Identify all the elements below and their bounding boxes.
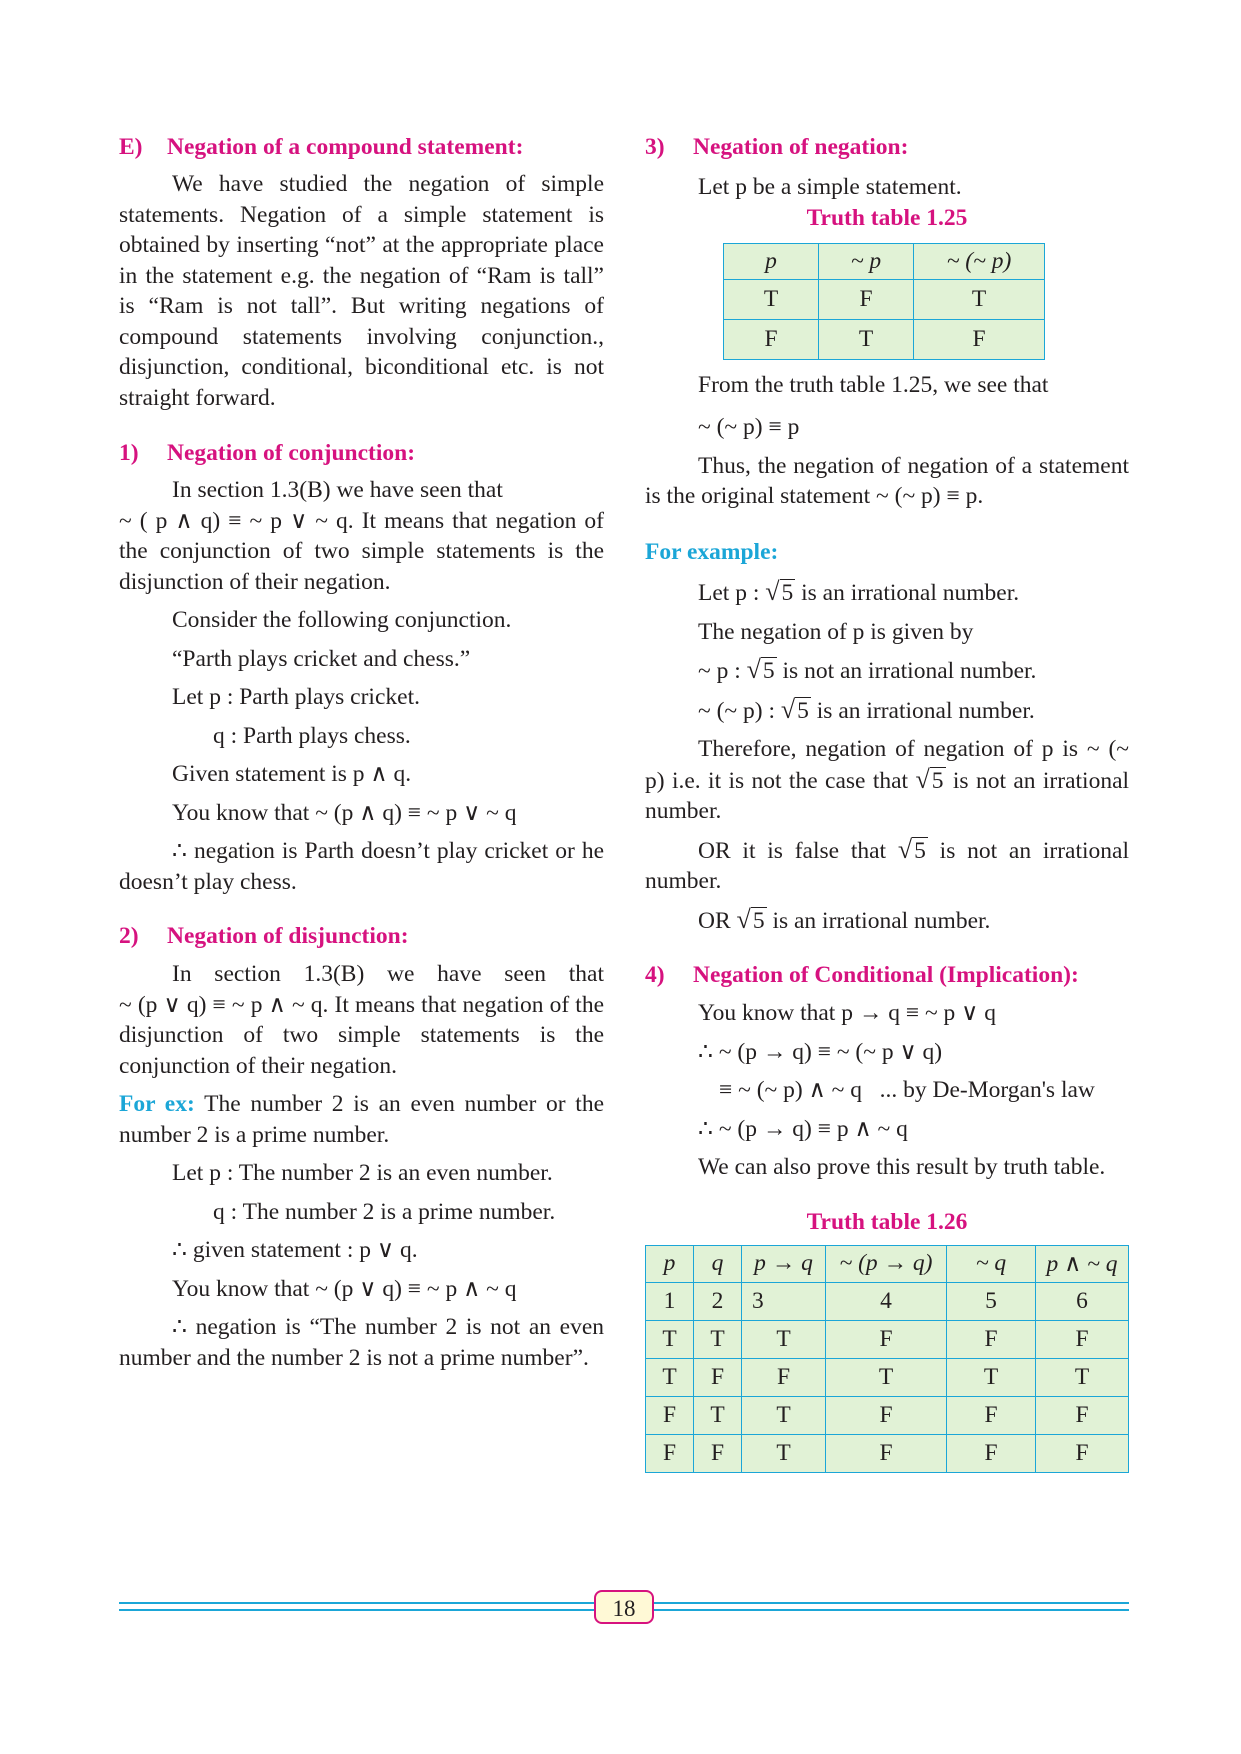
radical-sign: √: [897, 834, 913, 864]
section-3-heading: [645, 132, 1129, 162]
example-text: is an irrational number.: [772, 907, 991, 934]
page-footer: [119, 1587, 1129, 1627]
implication-line-1: You know that p → q ≡ ~ p ∨ q: [698, 1000, 996, 1026]
header-cell: ~ p: [819, 243, 914, 279]
table-cell: F: [826, 1396, 947, 1434]
sqrt-value: 5: [781, 580, 794, 606]
conjunction-given: Given statement is p ∧ q.: [172, 761, 412, 787]
table-cell: 1: [646, 1282, 694, 1320]
implication-line-5: We can also prove this result by truth table.: [698, 1154, 1106, 1180]
sqrt-value: 5: [797, 697, 809, 724]
table-header-row: [724, 243, 1045, 279]
example-text: is not an irrational number.: [782, 658, 1037, 684]
table-1-26-caption: Truth table 1.26: [806, 1208, 968, 1235]
heading-title: Negation of conjunction:: [167, 440, 416, 466]
disjunction-line-1: In section 1.3(B) we have seen that: [172, 961, 604, 987]
heading-number: E): [119, 134, 143, 160]
example-text: is an irrational number.: [816, 697, 1035, 724]
disjunction-q: q : The number 2 is a prime number.: [213, 1198, 556, 1225]
table-cell: T: [742, 1396, 826, 1434]
for-example-heading: For example:: [645, 538, 779, 565]
truth-table-1-26: [645, 1245, 1129, 1473]
sqrt-value: 5: [931, 767, 944, 794]
table-cell: T: [742, 1320, 826, 1358]
table-cell: F: [646, 1434, 694, 1472]
left-column: [119, 132, 604, 1373]
table-cell: 4: [826, 1282, 947, 1320]
disjunction-therefore: ∴ negation is “The number 2 is not an even number and the number 2 is not a prime number”.: [119, 1314, 604, 1371]
truth-table-1-25: [723, 243, 1045, 360]
table-cell: T: [742, 1434, 826, 1472]
radical-sign: √: [765, 577, 780, 606]
example-text: is not an irrational number.: [645, 837, 1130, 894]
table-cell: F: [947, 1434, 1036, 1472]
table-row: [646, 1320, 1129, 1358]
conjunction-consider: Consider the following conjunction.: [172, 607, 512, 633]
disjunction-know: You know that ~ (p ∨ q) ≡ ~ p ∧ ~ q: [172, 1275, 517, 1302]
section-2-heading: [119, 921, 604, 951]
radical-sign: √: [915, 764, 930, 794]
table-cell: F: [914, 319, 1045, 359]
table-cell: F: [694, 1434, 742, 1472]
table-cell: T: [947, 1358, 1036, 1396]
table-cell: F: [826, 1434, 947, 1472]
sqrt-value: 5: [752, 907, 765, 934]
table-number-row: [646, 1282, 1129, 1320]
right-column: [645, 132, 1129, 1473]
table-header-row: [646, 1245, 1129, 1282]
example-line-4: [645, 695, 1129, 727]
example-text: OR: [698, 907, 731, 934]
conjunction-q: q : Parth plays chess.: [213, 722, 411, 749]
table-cell: F: [1036, 1434, 1129, 1472]
table-row: [646, 1396, 1129, 1434]
example-text: is an irrational number.: [801, 580, 1020, 606]
implication-line-4: ∴ ~ (p → q) ≡ p ∧ ~ q: [698, 1115, 908, 1142]
table-cell: F: [646, 1396, 694, 1434]
example-line-2: The negation of p is given by: [698, 618, 974, 645]
table-row: [646, 1434, 1129, 1472]
table-cell: T: [646, 1358, 694, 1396]
disjunction-for-ex: [119, 1089, 604, 1150]
example-text: Therefore, negation of negation of p is ~ (~ p) i.e. it is not the case that: [645, 736, 1129, 794]
for-ex-label: For ex:: [119, 1091, 195, 1117]
header-cell: p → q: [742, 1245, 826, 1282]
example-text: is not an irrational number.: [645, 767, 1130, 824]
page-number: 18: [594, 1590, 654, 1624]
conjunction-know: You know that ~ (p ∧ q) ≡ ~ p ∨ ~ q: [172, 799, 517, 826]
table-cell: F: [1036, 1396, 1129, 1434]
header-cell: p: [646, 1245, 694, 1282]
heading-title: Negation of Conditional (Implication):: [693, 962, 1079, 988]
header-cell: p ∧ ~ q: [1036, 1245, 1129, 1282]
double-negation-eq: ~ (~ p) ≡ p: [698, 414, 800, 440]
heading-number: 4): [645, 962, 665, 988]
table-cell: T: [646, 1320, 694, 1358]
example-line-6: [645, 835, 1129, 897]
table-cell: 2: [694, 1282, 742, 1320]
table-row: [646, 1358, 1129, 1396]
conjunction-line-2: ~ ( p ∧ q) ≡ ~ p ∨ ~ q. It means that negation of the conjunction of two simple statements is the disjunction of their negation.: [119, 507, 604, 595]
heading-number: 1): [119, 440, 139, 466]
sqrt-value: 5: [762, 658, 775, 684]
from-truth-table: From the truth table 1.25, we see that: [698, 371, 1049, 398]
heading-title: Negation of a compound statement:: [167, 134, 524, 160]
heading-number: 2): [119, 923, 139, 949]
example-text: OR it is false that: [698, 837, 887, 864]
table-cell: T: [914, 279, 1045, 319]
heading-title: Negation of disjunction:: [167, 923, 409, 949]
table-cell: F: [694, 1358, 742, 1396]
table-cell: T: [694, 1396, 742, 1434]
section-1-heading: [119, 438, 604, 468]
example-text: ~ (~ p) :: [698, 697, 775, 724]
header-cell: q: [694, 1245, 742, 1282]
intro-paragraph: We have studied the negation of simple statements. Negation of a simple statement is obtained by inserting “not” at the appropriate place in the statement e.g. the negation of “Ram is tall” is “Ram is not tall”. But writing negations of compound statements involving conjunction., disjunction, conditional, biconditional etc. is not straight forward.: [119, 171, 604, 411]
header-cell: p: [724, 243, 819, 279]
disjunction-given: ∴ given statement : p ∨ q.: [172, 1237, 418, 1263]
example-line-1: [645, 577, 1129, 609]
table-cell: 5: [947, 1282, 1036, 1320]
table-cell: F: [1036, 1320, 1129, 1358]
conjunction-quote: “Parth plays cricket and chess.”: [172, 645, 471, 672]
table-cell: T: [819, 319, 914, 359]
heading-number: 3): [645, 134, 665, 160]
disjunction-line-2: ~ (p ∨ q) ≡ ~ p ∧ ~ q. It means that negation of the disjunction of two simple statements is the conjunction of their negation.: [119, 991, 604, 1079]
table-cell: T: [724, 279, 819, 319]
example-line-7: [645, 905, 1129, 937]
table-cell: 6: [1036, 1282, 1129, 1320]
sqrt-value: 5: [914, 837, 926, 864]
table-cell: F: [947, 1396, 1036, 1434]
table-cell: T: [694, 1320, 742, 1358]
implication-line-3: ≡ ~ (~ p) ∧ ~ q ... by De-Morgan's law: [719, 1077, 1095, 1103]
table-cell: F: [724, 319, 819, 359]
example-line-3: [645, 655, 1129, 687]
disjunction-let-p: Let p : The number 2 is an even number.: [172, 1160, 553, 1186]
radical-sign: √: [780, 694, 796, 724]
table-1-25-caption: Truth table 1.25: [806, 204, 968, 231]
thus-paragraph: Thus, the negation of negation of a statement is the original statement ~ (~ p) ≡ p.: [645, 452, 1129, 509]
table-cell: F: [826, 1320, 947, 1358]
header-cell: ~ (~ p): [914, 243, 1045, 279]
example-text: Let p :: [698, 580, 760, 606]
table-cell: 3: [742, 1282, 826, 1320]
header-cell: ~ q: [947, 1245, 1036, 1282]
radical-sign: √: [746, 655, 761, 684]
section-e-heading: [119, 132, 604, 162]
table-cell: F: [819, 279, 914, 319]
example-line-5: [645, 734, 1129, 827]
heading-title: Negation of negation:: [693, 134, 909, 160]
let-p-simple: Let p be a simple statement.: [698, 174, 962, 200]
table-cell: F: [742, 1358, 826, 1396]
conjunction-let-p: Let p : Parth plays cricket.: [172, 684, 420, 710]
table-cell: T: [1036, 1358, 1129, 1396]
for-ex-text: The number 2 is an even number or the number 2 is a prime number.: [119, 1091, 604, 1148]
header-cell: ~ (p → q): [826, 1245, 947, 1282]
section-4-heading: [645, 960, 1129, 990]
table-row: [724, 319, 1045, 359]
conjunction-line-1: In section 1.3(B) we have seen that: [172, 477, 503, 503]
table-cell: F: [947, 1320, 1036, 1358]
table-cell: T: [826, 1358, 947, 1396]
example-text: ~ p :: [698, 658, 741, 684]
implication-line-2: ∴ ~ (p → q) ≡ ~ (~ p ∨ q): [698, 1038, 943, 1065]
table-row: [724, 279, 1045, 319]
radical-sign: √: [736, 904, 751, 934]
conjunction-therefore: ∴ negation is Parth doesn’t play cricket or he doesn’t play chess.: [119, 838, 604, 895]
